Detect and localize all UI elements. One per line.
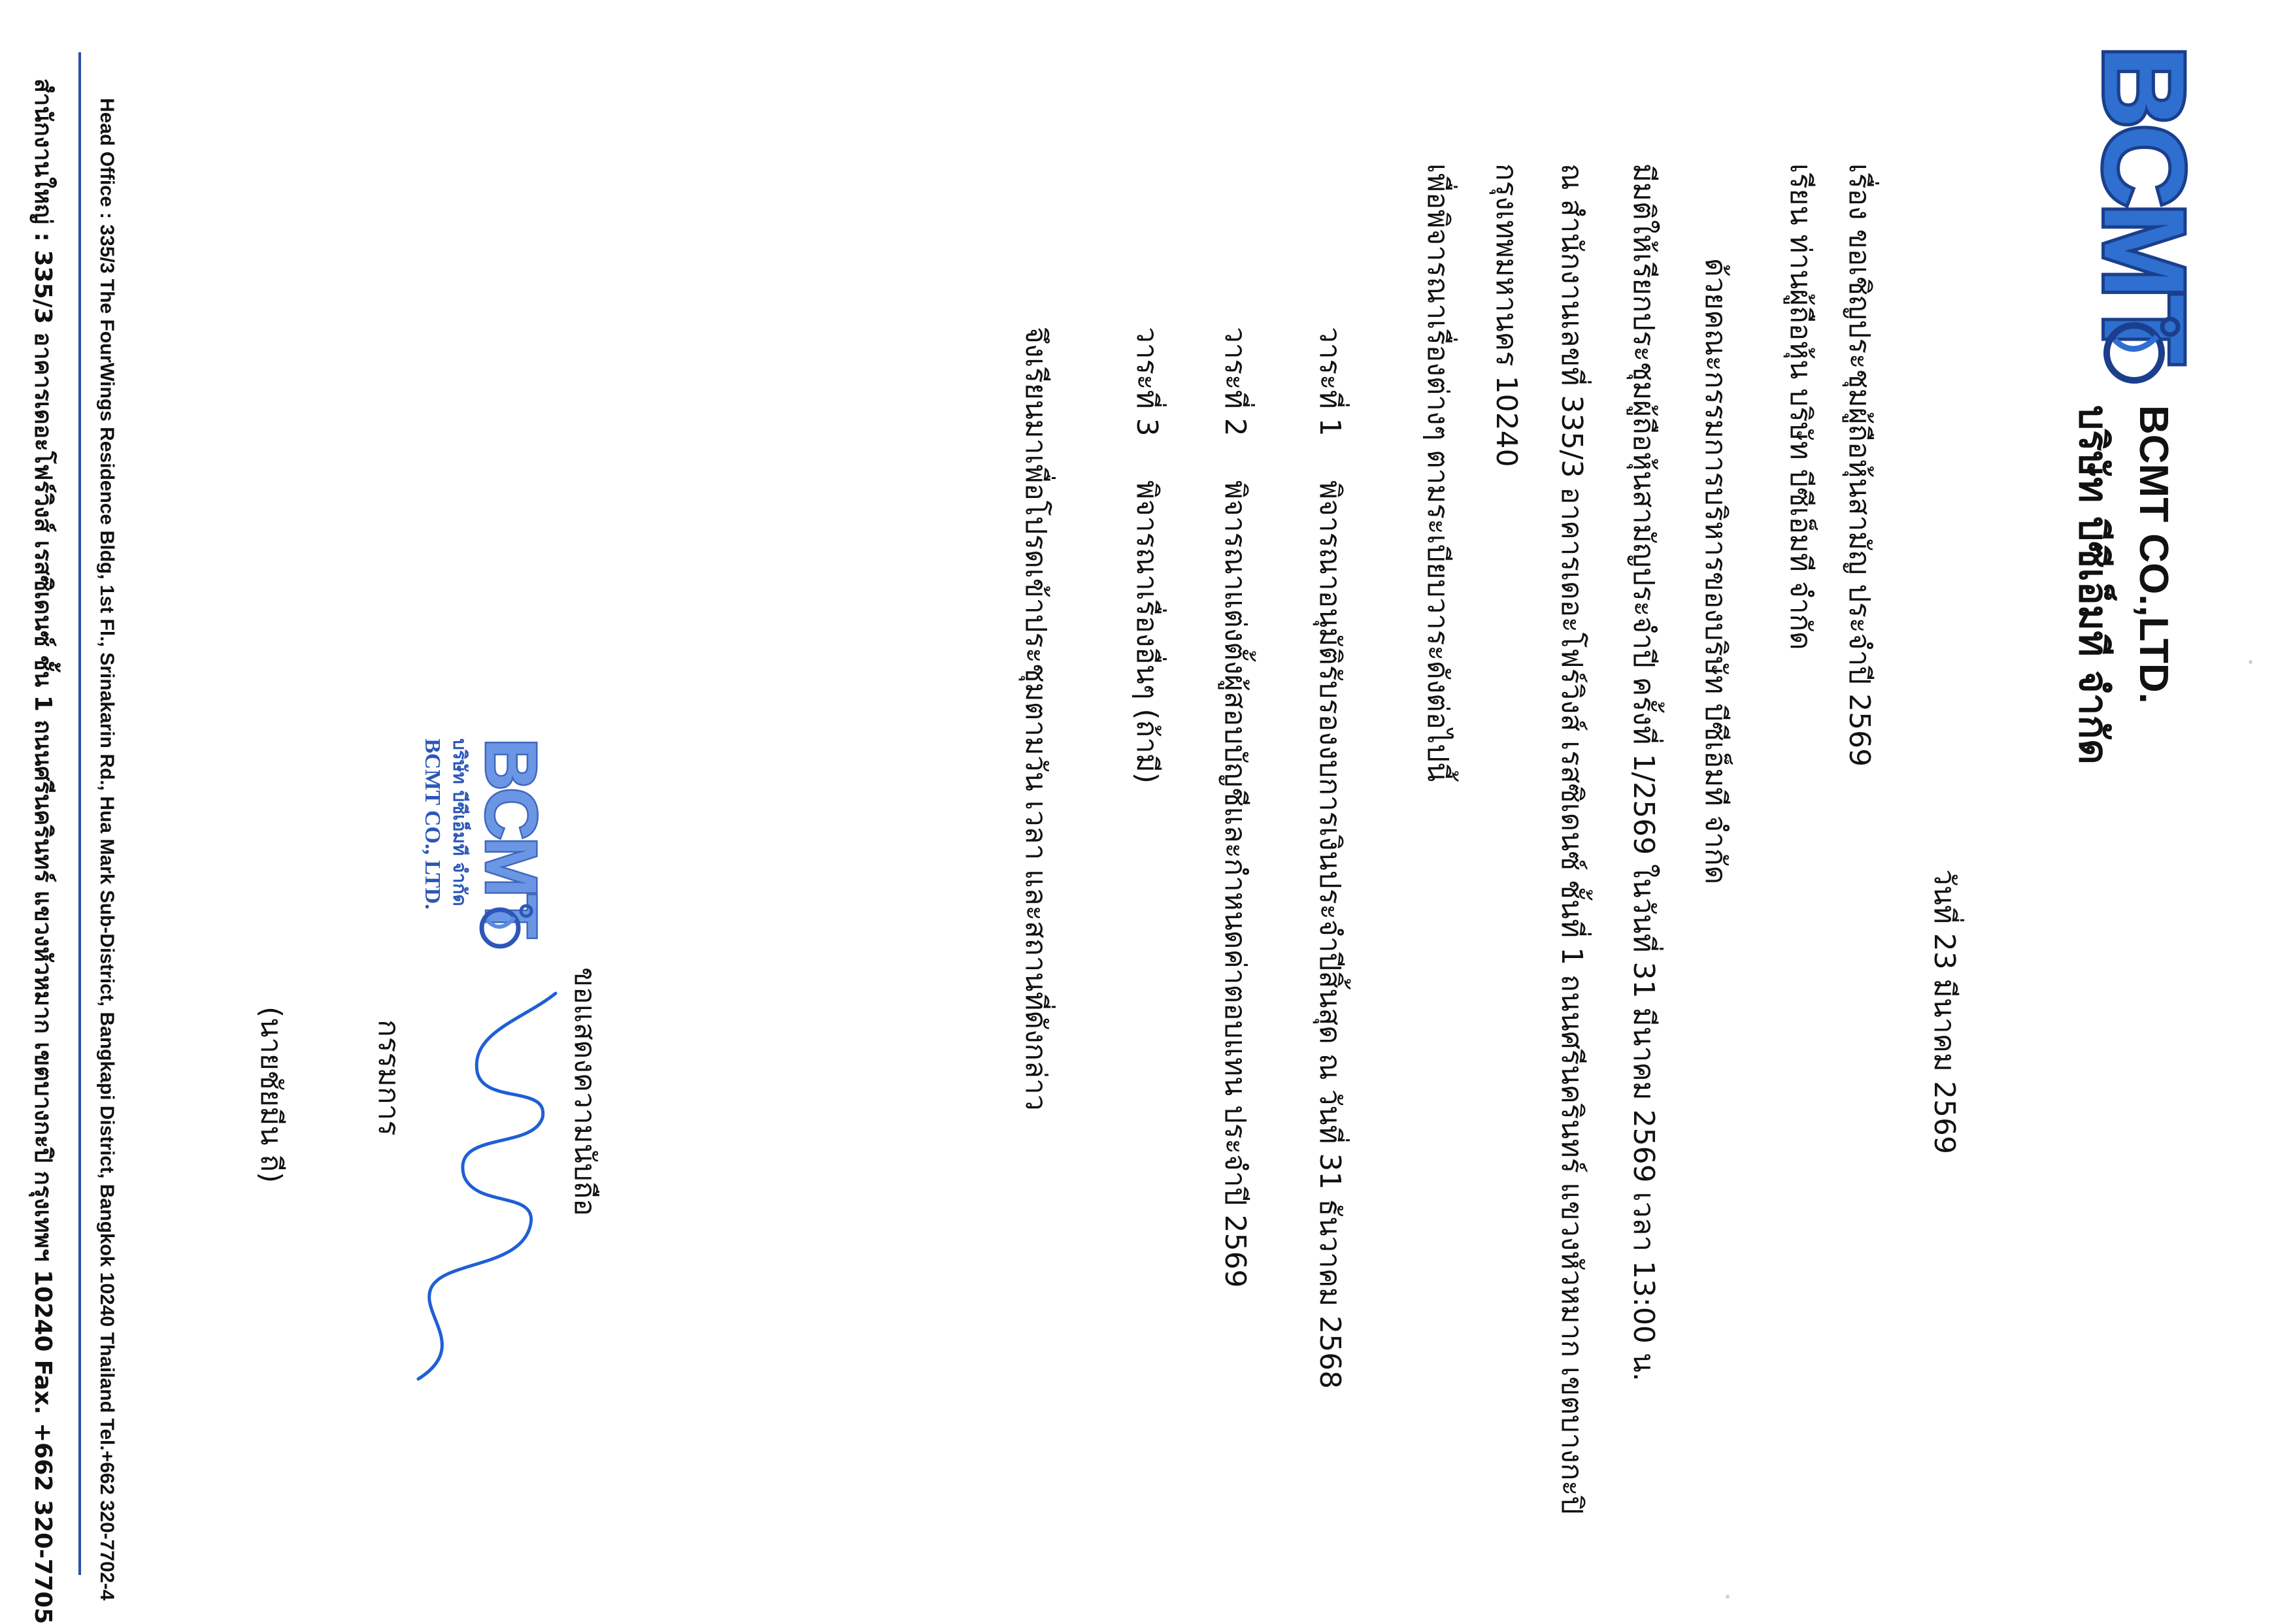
footer-divider [78,52,81,1575]
closing-line: จึงเรียนมาเพื่อโปรดเข้าประชุมตามวัน เวลา และสถานที่ดังกล่าว [1019,327,1052,1111]
stamp-logo-wordmark: BCMT [471,738,551,936]
footer-address-en: Head Office : 335/3 The FourWings Residence Bldg, 1st Fl., Srinakarin Rd., Hua Mark Sub-District, Bangkapi District, Bangkok 10240 Thailand Tel.+662 320-7702-4 [96,98,118,1601]
scan-speck [1726,1595,1730,1599]
company-stamp [405,725,556,961]
agenda-label: วาระที่ 1 [1313,327,1347,437]
letterhead-logo [2080,46,2216,386]
letter-subject: เรื่อง ขอเชิญประชุมผู้ถือหุ้นสามัญ ประจำปี 2569 [1843,163,1876,767]
signature-regards: ขอแสดงความนับถือ [568,967,601,1216]
body-line: ด้วยคณะกรรมการบริหารของบริษัท บีซีเอ็มที จำกัด [1699,258,1732,885]
body-line: มีมติให้เรียกประชุมผู้ถือหุ้นสามัญประจำปี ครั้งที่ 1/2569 ในวันที่ 31 มีนาคม 2569 เวลา 13:00 น. [1627,163,1660,1382]
signature-position: กรรมการ [372,1019,405,1136]
handwritten-signature [392,980,588,1385]
agenda-text: พิจารณาเรื่องอื่นๆ (ถ้ามี) [1130,480,1163,784]
stamp-globe-icon [474,902,539,954]
body-line: เพื่อพิจารณาเรื่องต่างๆ ตามระเบียบวาระดังต่อไปนี้ [1421,163,1454,782]
scan-speck [2249,660,2252,664]
bcmt-logo-wordmark: BCMT [2080,46,2207,361]
agenda-text: พิจารณาแต่งตั้งผู้สอบบัญชีและกำหนดค่าตอบแทน ประจำปี 2569 [1218,480,1252,1288]
stamp-name-th: บริษัท บีซีเอ็มที จำกัด [449,738,471,906]
company-name-en: BCMT CO.,LTD. [2131,405,2176,704]
agenda-text: พิจารณาอนุมัติรับรองงบการเงินประจำปีสิ้นสุด ณ วันที่ 31 ธันวาคม 2568 [1313,480,1347,1389]
footer-address-th: สำนักงานใหญ่ : 335/3 อาคารเดอะโฟร์วิงส์ เรสซิเดนซ์ ชั้น 1 ถนนศรีนครินทร์ แขวงหัวหมาก เขตบางกะปิ กรุงเทพฯ 10240 Fax. +662 320-7705 [29,78,56,1624]
globe-icon [2095,314,2186,392]
stamp-name-en: BCMT CO., LTD. [420,738,444,910]
agenda-label: วาระที่ 3 [1130,327,1163,437]
letter-date: วันที่ 23 มีนาคม 2569 [1928,869,1961,1154]
agenda-label: วาระที่ 2 [1218,327,1252,437]
signature-name: (นายชัยมีน ถี) [254,1006,288,1184]
body-line: ณ สำนักงานเลขที่ 335/3 อาคารเดอะโฟร์วิงส์ เรสซิเดนซ์ ชั้นที่ 1 ถนนศรีนครินทร์ แขวงหัวหมาก เขตบางกะปิ [1555,163,1588,1514]
body-line: กรุงเทพมหานคร 10240 [1490,163,1523,467]
company-name-th: บริษัท บีซีเอ็มที จำกัด [2070,405,2116,765]
letter-salutation: เรียน ท่านผู้ถือหุ้น บริษัท บีซีเอ็มที จำกัด [1784,163,1817,650]
